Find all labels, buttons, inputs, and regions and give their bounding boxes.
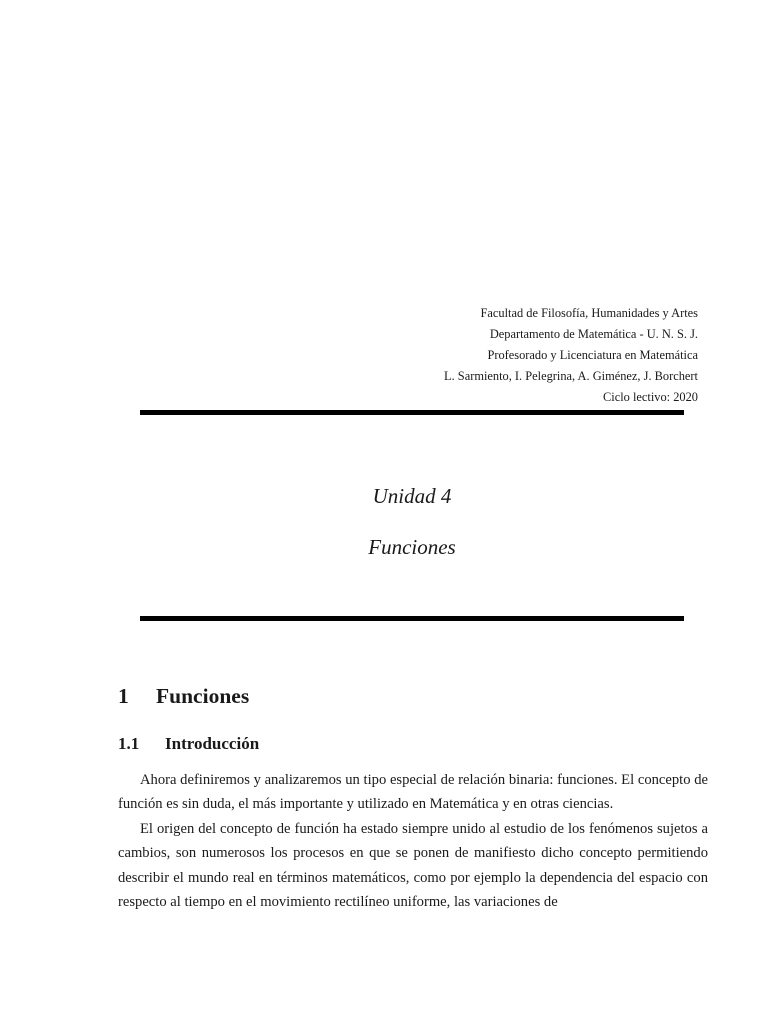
bottom-divider [140,616,684,621]
body-text [118,768,708,914]
section-title: Funciones [156,684,250,708]
top-divider [140,410,684,415]
section-number: 1 [118,684,129,708]
subsection-title: Introducción [165,734,260,753]
course-header [444,303,698,408]
paragraph: Ahora definiremos y analizaremos un tipo especial de relación binaria: funciones. El concepto de función es sin duda, el más importante y utilizado en Matemática y en otras ciencias. [118,772,708,813]
unit-number: Unidad 4 [372,484,452,508]
header-program: Profesorado y Licenciatura en Matemática [487,348,698,362]
header-department: Departamento de Matemática - U. N. S. J. [489,327,698,341]
subsection-number: 1.1 [118,734,140,753]
header-authors: L. Sarmiento, I. Pelegrina, A. Giménez, J. Borchert [444,369,698,383]
subsection-heading [118,734,259,754]
unit-name: Funciones [368,535,456,559]
header-cycle: Ciclo lectivo: 2020 [603,390,698,404]
paragraph: El origen del concepto de función ha estado siempre unido al estudio de los fenómenos sujetos a cambios, son numerosos los procesos en que se ponen de manifiesto dicho concepto permitiendo describir el mundo real en términos matemáticos, como por ejemplo la dependencia del espacio con respecto al tiempo en el movimiento rectilíneo uniforme, las variaciones de [118,820,708,911]
header-faculty: Facultad de Filosofía, Humanidades y Artes [480,306,698,320]
section-heading [118,684,249,709]
